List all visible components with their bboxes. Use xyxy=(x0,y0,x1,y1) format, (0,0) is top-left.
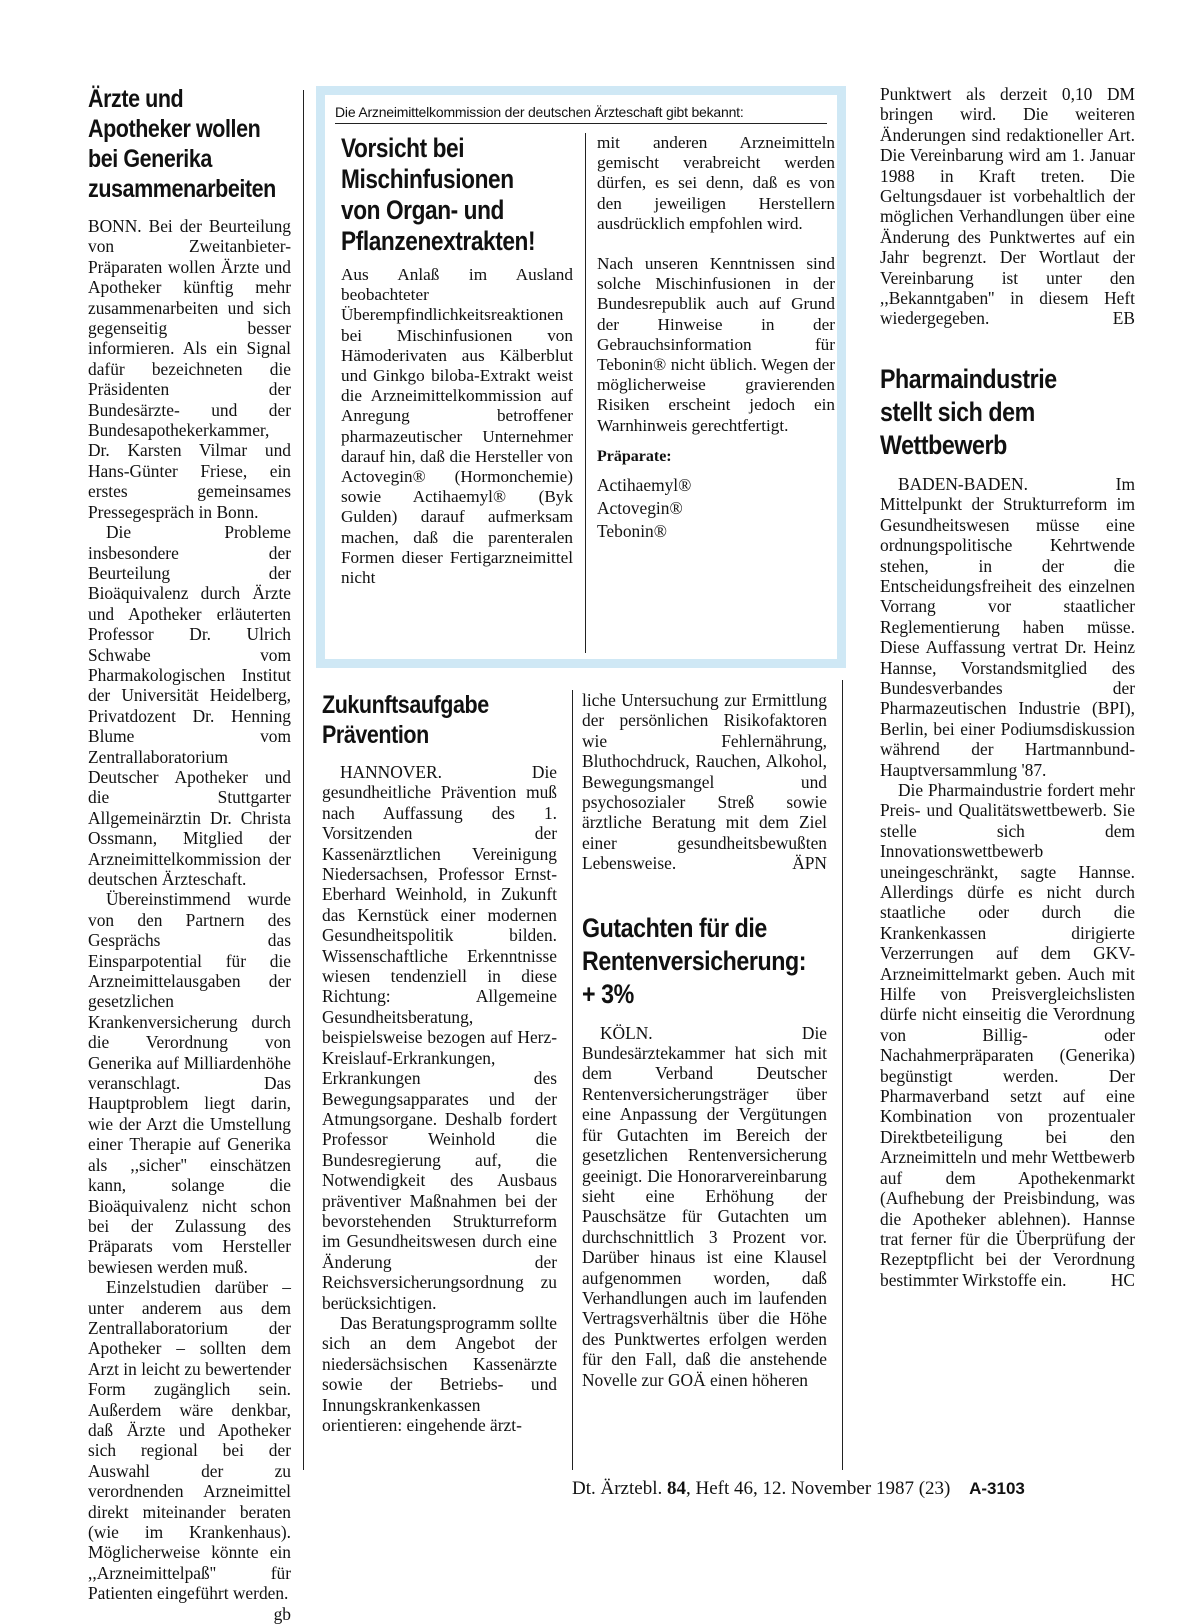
notice-right-text xyxy=(597,133,835,436)
notice-left-text xyxy=(341,265,573,588)
paragraph: Aus Anlaß im Ausland beobachteter Überempfindlichkeitsreaktionen bei Mischinfusionen von Hämoderivaten aus Kälberblut und Ginkgo biloba-Extrakt weist die Arzneimittelkommission auf Anregung betroffener pharmazeutischer Unternehmer darauf hin, daß die Hersteller von Actovegin® (Hormonchemie) sowie Actihaemyl® (Byk Gulden) darauf aufmerksam machen, daß die parenteralen Formen dieser Fertigarzneimittel nicht xyxy=(341,265,573,588)
paragraph: mit anderen Arzneimitteln gemischt verabreicht werden dürfen, es sei denn, daß es von den jeweiligen Herstellern ausdrücklich empfohlen wird. xyxy=(597,133,835,233)
preparations-label: Präparate: xyxy=(597,447,672,465)
headline-gutachten: Gutachten für die Rentenversicherung: + 3% xyxy=(582,912,807,1009)
preparation-item: Tebonin® xyxy=(597,520,667,541)
notice-divider xyxy=(585,133,586,653)
paragraph: Das Beratungsprogramm sollte sich an dem Angebot der niedersächsischen Kassenärzte sowie der Betriebs- und Innungskrankenkassen orientieren: eingehende ärzt- xyxy=(322,1312,557,1435)
paragraph: Übereinstimmend wurde von den Partnern des Gesprächs das Einsparpotential für die Arzneimittelausgaben der gesetzlichen Krankenversicherung durch die Verordnung von Generika auf Milliardenhöhe veranschlagt. Das Hauptproblem liegt darin, wie der Arzt die Umstellung einer Therapie auf Generika als ,,sicher'' einschätzen kann, solange die Bioäquivalenz nicht schon bei der Zulassung des Präparats vom Hersteller bewiesen werden muß. xyxy=(88,889,291,1277)
paragraph: BADEN-BADEN. Im Mittelpunkt der Strukturreform im Gesundheitswesen müsse eine ordnungspolitische Kehrtwende stehen, in der die Entscheidungsfreiheit des einzelnen Vorrang vor staatlicher Reglementierung haben müsse. Diese Auffassung vertrat Dr. Heinz Hannse, Vorstandsmitglied des Bundesverbandes der Pharmazeutischen Industrie (BPI), Berlin, bei einer Podiumsdiskussion während der Hartmannbund-Hauptversammlung '87. xyxy=(880,473,1135,780)
page-footer xyxy=(572,1478,1025,1500)
journal-name: Dt. Ärztebl. xyxy=(572,1478,663,1499)
paragraph-text: Einzelstudien darüber – unter anderem aus dem Zentrallaboratorium der Apotheker – sollten dem Arzt in leicht zu bewertender Form zugänglich sein. Außerdem wäre denkbar, daß Ärzte und Apotheker sich regional bei der Auswahl der zu verordnenden Arzneimittel direkt miteinander beraten (wie im Krankenhaus). Möglicherweise könnte ein ,,Arzneimittelpaß'' für Patienten eingeführt werden. xyxy=(88,1277,291,1604)
notice-banner: Die Arzneimittelkommission der deutschen Ärzteschaft gibt bekannt: xyxy=(335,103,827,124)
headline-generika: Ärzte und Apotheker wollen bei Generika zusammenarbeiten xyxy=(88,85,276,203)
middle-right-column xyxy=(582,690,827,1390)
paragraph-text: liche Untersuchung zur Ermittlung der persönlichen Risikofaktoren wie Fehlernährung, Bluthochdruck, Rauchen, Alkohol, Bewegungsmangel und psychosozialer Streß sowie ärztliche Beratung mit dem Ziel einer gesundheitsbewußten Lebensweise. xyxy=(582,690,827,874)
paragraph-text: Punktwert als derzeit 0,10 DM bringen wird. Die weiteren Änderungen sind redaktioneller Art. Die Vereinbarung wird am 1. Januar 1988 in Kraft treten. Die Geltungsdauer ist vorbehaltlich der möglichen Verhandlungen über eine Änderung des Punktwertes auf ein Jahr begrenzt. Der Wortlaut der Vereinbarung ist unter den ,,Bekanntgaben'' in diesem Heft wiedergegeben. xyxy=(880,84,1135,329)
body-pharma xyxy=(880,474,1135,1290)
author-signature: ÄPN xyxy=(792,853,827,874)
notice-right-column xyxy=(597,133,835,543)
paragraph xyxy=(880,780,1135,1290)
paragraph: Nach unseren Kenntnissen sind solche Mischinfusionen in der Bundesrepublik auch auf Grund der Hinweise in der Gebrauchsinformation für Tebonin® nicht üblich. Wegen der möglicherweise gravierenden Risiken erscheint jedoch ein Warnhinweis gerechtfertigt. xyxy=(597,254,835,435)
headline-pharma: Pharmaindustrie stellt sich dem Wettbewerb xyxy=(880,363,1057,460)
paragraph: Die Probleme insbesondere der Beurteilung der Bioäquivalenz durch Ärzte und Apotheker erläuterten Professor Dr. Ulrich Schwabe vom Pharmakologischen Institut der Universität Heidelberg, Privatdozent Dr. Henning Blume vom Zentrallaboratorium Deutscher Apotheker und die Stuttgarter Allgemeinärztin Dr. Christa Ossmann, Mitglied der Arzneimittelkommission der deutschen Ärzteschaft. xyxy=(88,522,291,889)
author-signature: gb xyxy=(273,1603,291,1624)
paragraph xyxy=(88,1277,291,1624)
column-rule xyxy=(303,90,304,1470)
body-generika xyxy=(88,216,291,1624)
notice-headline: Vorsicht bei Mischinfusionen von Organ- und Pflanzenextrakten! xyxy=(341,133,536,256)
notice-left-column xyxy=(341,133,573,588)
paragraph: BONN. Bei der Beurteilung von Zweitanbieter-Präparaten wollen Ärzte und Apotheker künftig mehr zusammenarbeiten und sich gegenseitig besser informieren. Als ein Signal dafür bezeichneten die Präsidenten der Bundesärzte- und der Bundesapothekerkammer, Dr. Karsten Vilmar und Hans-Günter Friese, ein erstes gemeinsames Pressegespräch in Bonn. xyxy=(88,216,291,522)
headline-praevention: Zukunftsaufgabe Prävention xyxy=(322,691,489,749)
article-generika xyxy=(88,84,291,1624)
preparation-item: Actovegin® xyxy=(597,497,683,518)
notice-box-inner xyxy=(335,103,835,651)
paragraph: HANNOVER. Die gesundheitliche Prävention muß nach Auffassung des 1. Vorsitzenden der Kassenärztlichen Vereinigung Niedersachsen, Professor Ernst-Eberhard Weinhold, in Zukunft das Kernstück einer modernen Gesundheitspolitik bilden. Wissenschaftliche Erkenntnisse wiesen tendenziell in diese Richtung: Allgemeine Gesundheitsberatung, beispielsweise bezogen auf Herz-Kreislauf-Erkrankungen, Erkrankungen des Bewegungsapparates und der Atmungsorgane. Deshalb fordert Professor Weinhold die Bundesregierung auf, die Notwendigkeit des Ausbaus präventiver Maßnahmen bei der bevorstehenden Strukturreform im Gesundheitswesen durch eine Änderung der Reichsversicherungsordnung zu berücksichtigen. xyxy=(322,762,557,1313)
notice-box xyxy=(316,86,846,668)
page-number: A-3103 xyxy=(969,1479,1025,1498)
column-rule xyxy=(842,680,843,1470)
body-gutachten xyxy=(582,1023,827,1390)
right-column xyxy=(880,84,1135,1290)
issue-date: , Heft 46, 12. November 1987 (23) xyxy=(685,1478,951,1499)
praevention-continuation xyxy=(582,690,827,874)
paragraph: KÖLN. Die Bundesärztekammer hat sich mit dem Verband Deutscher Rentenversicherungsträger über eine Anpassung der Vergütungen für Gutachten im Bereich der gesetzlichen Rentenversicherung geeinigt. Die Honorarvereinbarung sieht eine Erhöhung der Pauschsätze für Gutachten um durchschnittlich 3 Prozent vor. Darüber hinaus ist eine Klausel aufgenommen worden, daß Verhandlungen auch im laufenden Vertragsverhältnis über die Höhe des Punktwertes erfolgen werden für den Fall, daß die anstehende Novelle zur GOÄ einen höheren xyxy=(582,1022,827,1390)
paragraph xyxy=(582,690,827,874)
preparations-list xyxy=(597,474,835,543)
author-signature: HC xyxy=(1110,1269,1135,1290)
paragraph-text: Die Pharmaindustrie fordert mehr Preis- und Qualitätswettbewerb. Sie stelle sich dem Innovationswettbewerb uneingeschränkt, sagte Hannse. Allerdings dürfe es nicht durch staatliche oder durch die Krankenkassen dirigierte Verzerrungen auf dem GKV-Arzneimittelmarkt geben. Auch mit Hilfe von Preisvergleichslisten dürfe nicht einseitig die Verordnung von Billig- oder Nachahmerpräparaten (Generika) begünstigt werden. Der Pharmaverband setzt auf eine Kombination von prozentualer Direktbeteiligung bei den Arzneimitteln und mehr Wettbewerb auf dem Apothekenmarkt (Aufhebung der Preisbindung, was die Apotheker ablehnen). Hannse trat ferner für die Überprüfung der Rezeptpflicht bei der Verordnung bestimmter Wirkstoffe ein. xyxy=(880,779,1135,1290)
gutachten-continuation xyxy=(880,84,1135,329)
author-signature: EB xyxy=(1112,308,1135,329)
paragraph xyxy=(880,84,1135,329)
body-praevention xyxy=(322,762,557,1435)
preparation-item: Actihaemyl® xyxy=(597,474,692,495)
volume-number: 84 xyxy=(666,1478,686,1499)
article-praevention xyxy=(322,690,557,1435)
column-rule xyxy=(572,690,573,1470)
